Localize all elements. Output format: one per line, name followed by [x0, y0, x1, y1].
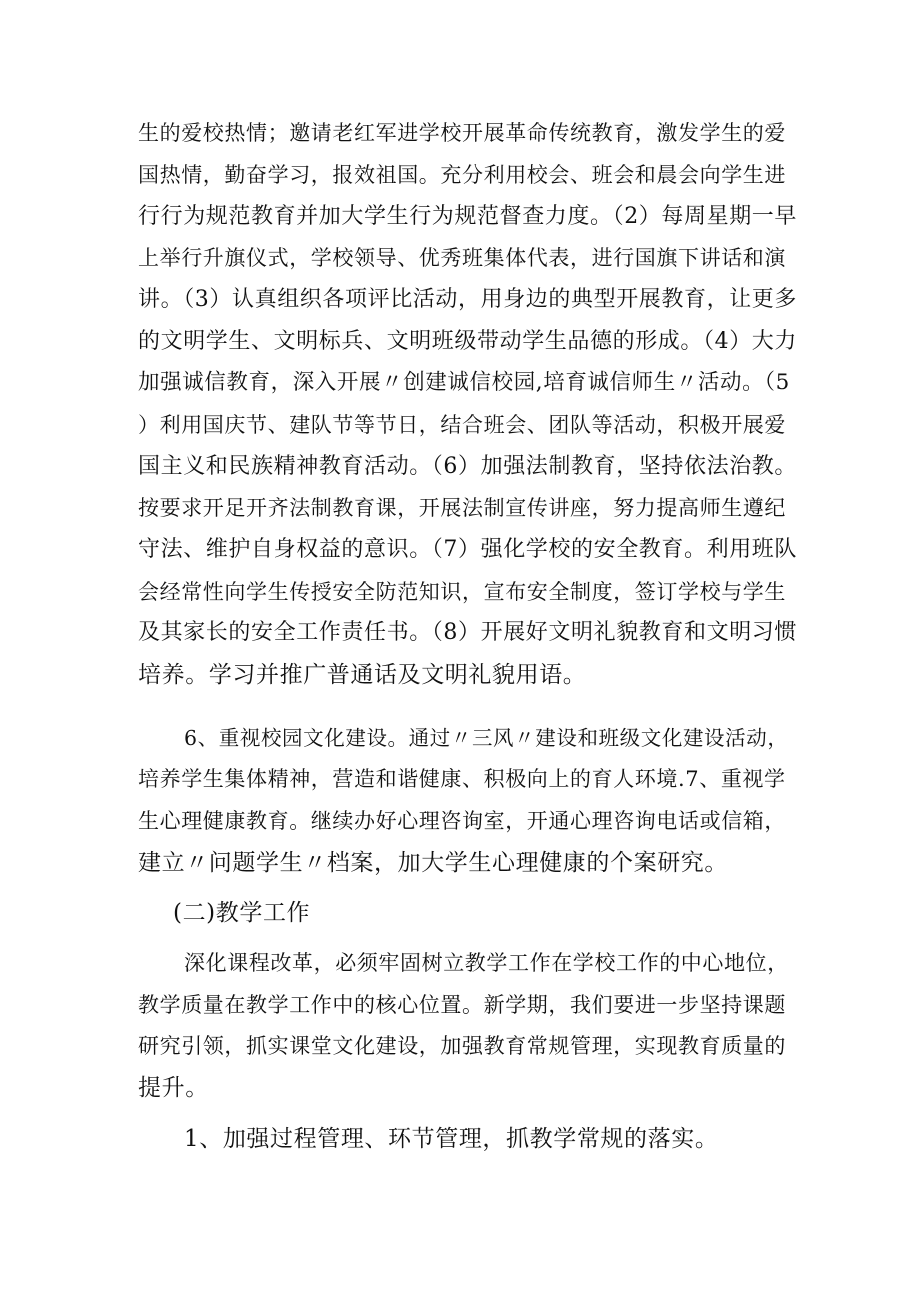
paragraph-line: 按要求开足开齐法制教育课，开展法制宣传讲座，努力提高师生遵纪 [138, 496, 786, 520]
paragraph-line: 生心理健康教育。继续办好心理咨询室，开通心理咨询电话或信箱， [138, 809, 786, 833]
paragraph-line: 培养。学习并推广普通话及文明礼貌用语。 [138, 662, 587, 688]
paragraph-line: 深化课程改革，必须牢固树立教学工作在学校工作的中心地位， [184, 951, 789, 975]
paragraph-line: 提升。 [138, 1075, 209, 1101]
paragraph-line: 6、重视校园文化建设。通过〃三风〃建设和班级文化建设活动， [184, 726, 789, 750]
paragraph-line: 建立〃问题学生〃档案，加大学生心理健康的个案研究。 [138, 850, 728, 876]
section-heading: (二)教学工作 [173, 900, 311, 926]
paragraph-line: 会经常性向学生传授安全防范知识，宣布安全制度，签订学校与学生 [138, 580, 786, 604]
paragraph-line: 及其家长的安全工作责任书。（8）开展好文明礼貌教育和文明习惯 [138, 620, 797, 645]
paragraph-line: 讲。（3）认真组织各项评比活动，用身边的典型开展教育，让更多 [138, 287, 797, 312]
paragraph-line: 的文明学生、文明标兵、文明班级带动学生品德的形成。（4）大力 [138, 329, 797, 354]
paragraph-line: 加强诚信教育，深入开展〃创建诚信校园,培育诚信师生〃活动。（5 [138, 370, 790, 395]
paragraph-line: ）利用国庆节、建队节等节日，结合班会、团队等活动，积极开展爱 [138, 413, 786, 437]
paragraph-line: 研究引领，抓实课堂文化建设，加强教育常规管理，实现教育质量的 [138, 1034, 786, 1058]
paragraph-line: 行行为规范教育并加大学生行为规范督查力度。（2）每周星期一早 [138, 204, 797, 229]
paragraph-line: 教学质量在教学工作中的核心位置。新学期，我们要进一步坚持课题 [138, 993, 786, 1017]
paragraph-line: 国主义和民族精神教育活动。（6）加强法制教育，坚持依法治教。 [138, 454, 797, 479]
paragraph-line: 上举行升旗仪式，学校领导、优秀班集体代表，进行国旗下讲话和演 [138, 246, 786, 270]
paragraph-line: 1、加强过程管理、环节管理，抓教学常规的落实。 [184, 1126, 719, 1152]
paragraph-line: 培养学生集体精神，营造和谐健康、积极向上的育人环境.7、重视学 [138, 767, 786, 791]
paragraph-line: 守法、维护自身权益的意识。（7）强化学校的安全教育。利用班队 [138, 537, 797, 562]
paragraph-line: 国热情，勤奋学习，报效祖国。充分利用校会、班会和晨会向学生进 [138, 163, 786, 187]
paragraph-line: 生的爱校热情；邀请老红军进学校开展革命传统教育，激发学生的爱 [138, 121, 786, 145]
